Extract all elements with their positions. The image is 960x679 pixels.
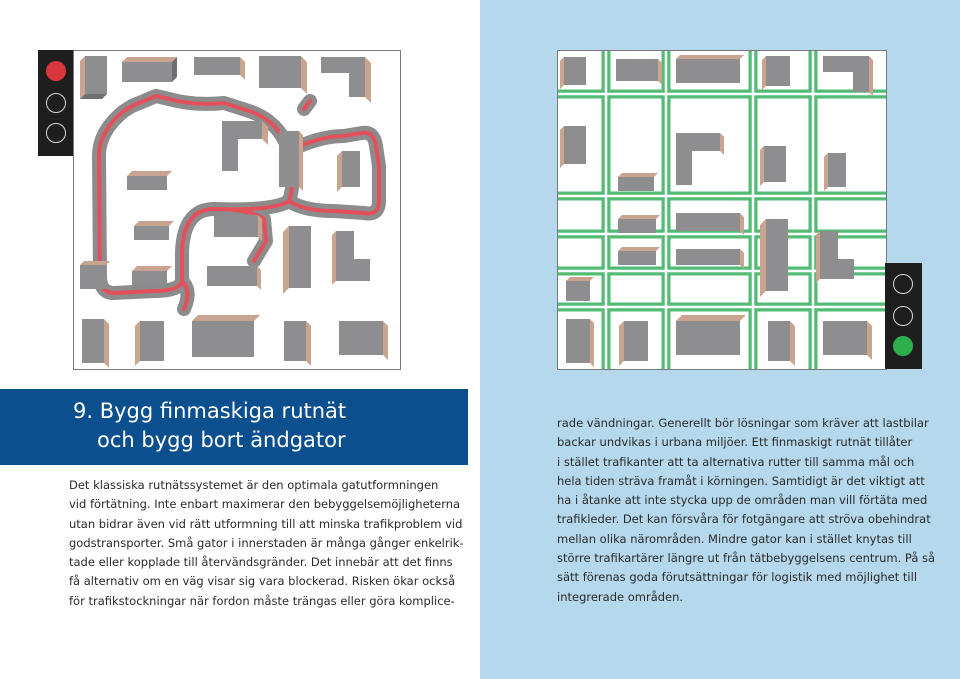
text-line: få alternativ om en väg visar sig vara blockerad. Risken ökar också bbox=[69, 574, 456, 589]
traffic-light-green bbox=[885, 263, 922, 369]
text-line: Det klassiska rutnätssystemet är den optimala gatutformningen bbox=[69, 478, 439, 492]
text-line: för trafikstockningar när fordon måste trängas eller göra komplice- bbox=[69, 593, 455, 608]
text-line: mellan olika närområden. Mindre gator kan i stället knytas till bbox=[557, 531, 912, 546]
text-line: rade vändningar. Generellt bör lösningar som kräver att lastbilar bbox=[557, 416, 929, 430]
heading-line-2: och bygg bort ändgator bbox=[97, 428, 346, 452]
text-line: trafikleder. Det kan försvåra för fotgängare att ströva obehindrat bbox=[557, 512, 931, 527]
traffic-light-red bbox=[38, 50, 75, 156]
text-line: i stället trafikanter att ta alternativa rutter till samma mål och bbox=[557, 454, 915, 469]
red-lamp-icon bbox=[46, 61, 66, 81]
green-lamp-icon bbox=[893, 336, 913, 356]
dead-end-street-map-icon bbox=[74, 51, 400, 369]
dead-end-street-map bbox=[73, 50, 401, 370]
lamp-off-icon bbox=[46, 93, 66, 113]
fine-mesh-grid-map bbox=[557, 50, 887, 370]
text-line: utan bidrar även vid rätt utformning till att minska trafikproblem vid bbox=[69, 516, 463, 531]
text-line: vid förtätning. Inte enbart maximerar den bebyggelsemöjligheterna bbox=[69, 497, 461, 512]
left-body-text bbox=[69, 476, 464, 611]
text-line: tade eller kopplade till återvändsgränder. Det innebär att det finns bbox=[69, 555, 453, 570]
text-line: integrerade områden. bbox=[557, 589, 684, 604]
text-line: backar undvikas i urbana miljöer. Ett finmaskigt rutnät tillåter bbox=[557, 435, 913, 450]
section-title-banner bbox=[0, 389, 468, 465]
text-line: större trafikartärer längre ut från tätbebyggelsens centrum. På så bbox=[557, 551, 936, 566]
lamp-off-icon bbox=[893, 306, 913, 326]
fine-mesh-grid-map-icon bbox=[558, 51, 886, 369]
text-line: sätt förenas goda förutsättningar för logistik med möjlighet till bbox=[557, 570, 918, 585]
lamp-off-icon bbox=[46, 123, 66, 143]
text-line: ha i åtanke att inte stycka upp de områden man vill förtäta med bbox=[557, 493, 928, 508]
heading-line-1: 9. Bygg finmaskiga rutnät bbox=[73, 399, 347, 423]
text-line: hela tiden sträva framåt i körningen. Samtidigt är det viktigt att bbox=[557, 473, 925, 488]
lamp-off-icon bbox=[893, 274, 913, 294]
text-line: godstransporter. Små gator i innerstaden är många gånger enkelrik- bbox=[69, 535, 464, 550]
right-body-text bbox=[557, 414, 935, 607]
